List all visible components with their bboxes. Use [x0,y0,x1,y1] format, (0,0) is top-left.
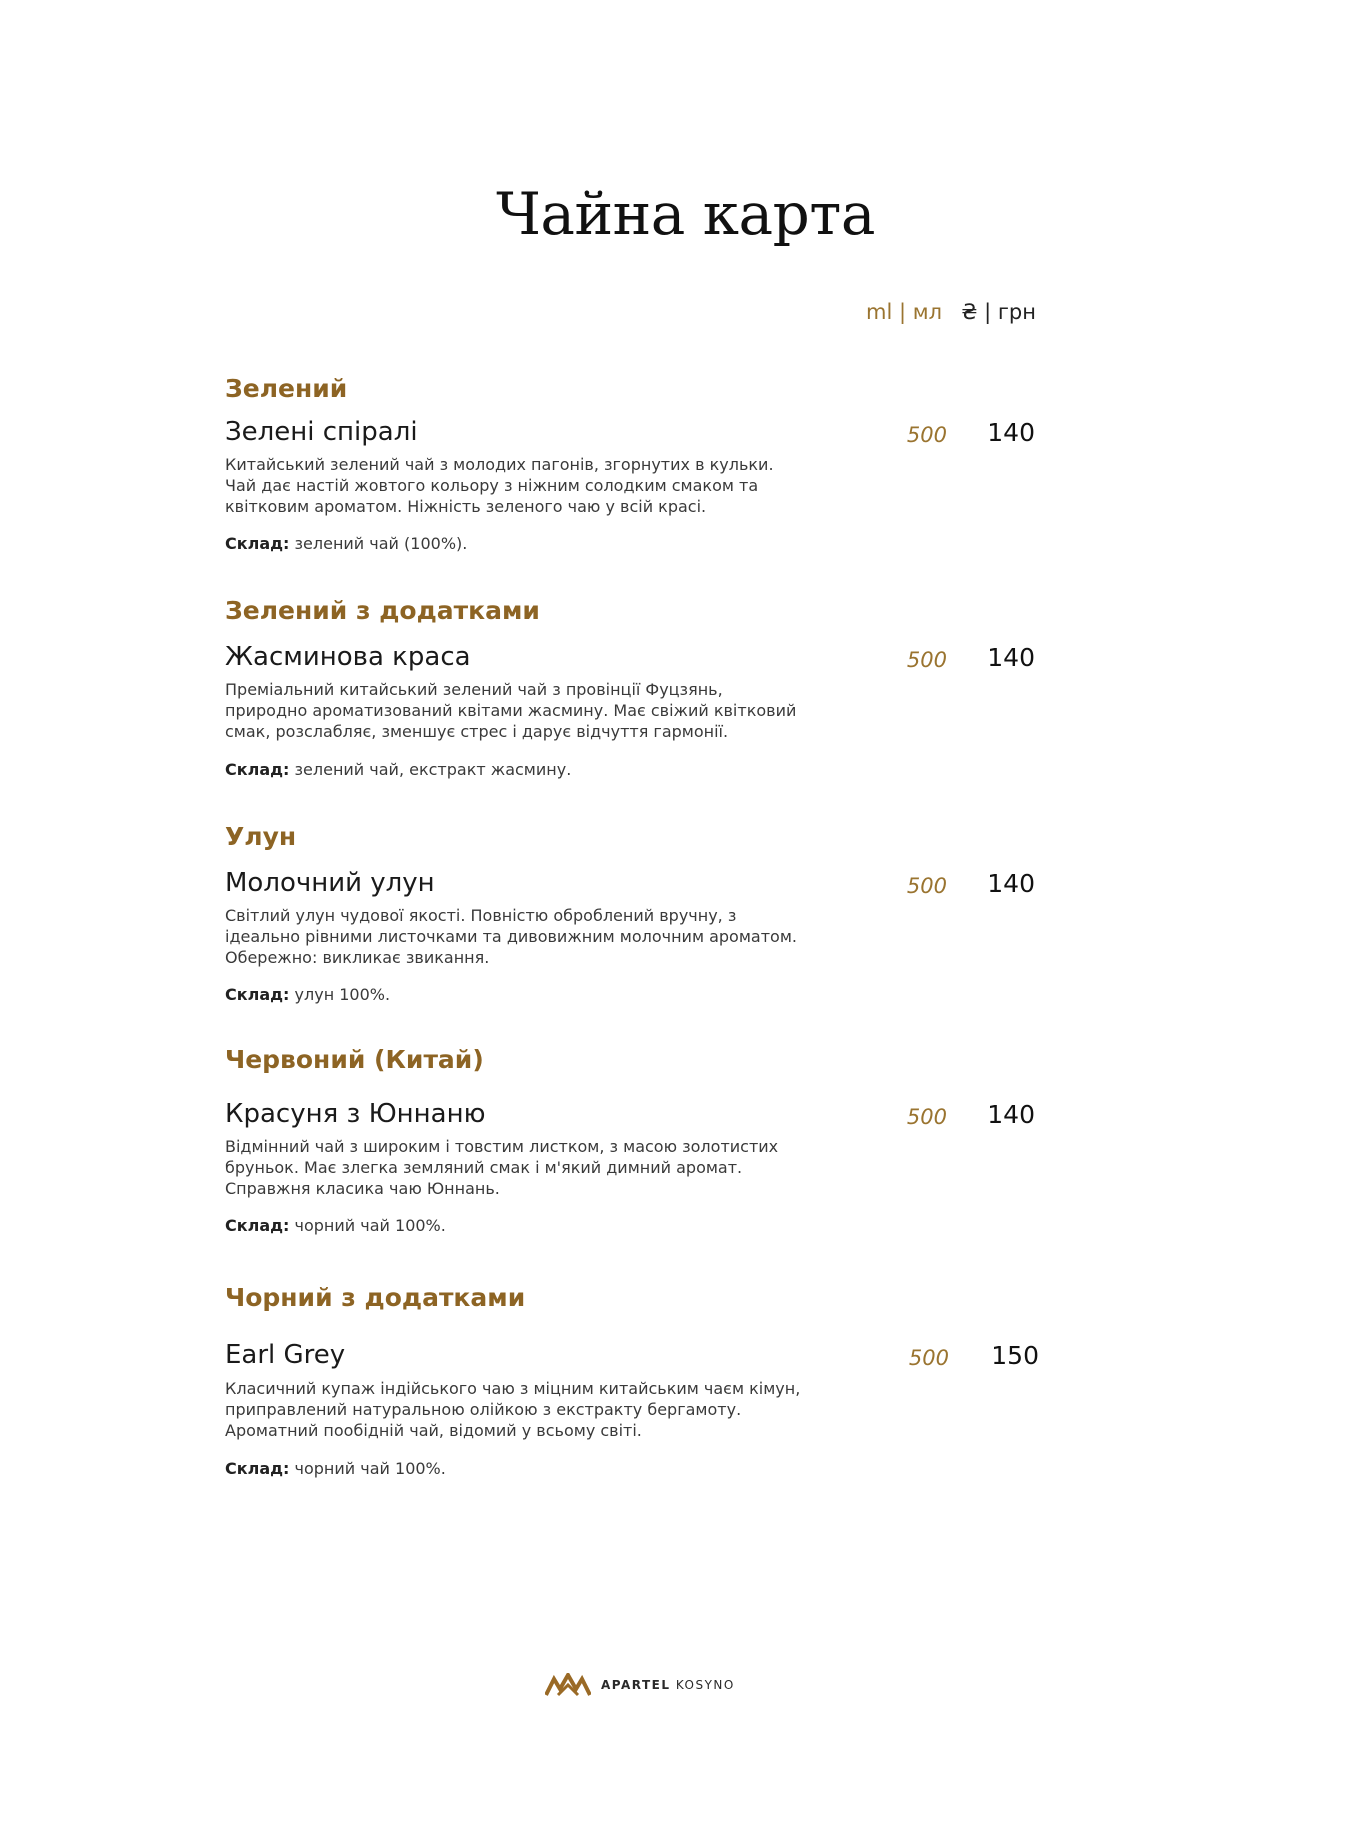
page-title: Чайна карта [496,180,875,248]
item-name: Жасминова краса [225,642,471,672]
item-description: Відмінний чай з широким і товстим листком, з масою золотистих бруньок. Має злегка земляний смак і м'який димний аромат. Справжня класика чаю Юннань. [225,1137,779,1198]
section-title: Зелений з додатками [225,596,540,625]
item-composition: Склад: зелений чай, екстракт жасмину. [225,760,572,779]
item-description: Світлий улун чудової якості. Повністю оброблений вручну, з ідеально рівними листочками та дивовижним молочним ароматом. Обережно: викликає звикання. [225,906,797,967]
section-title: Червоний (Китай) [225,1045,484,1074]
item-volume: 500 [906,1105,947,1129]
item-price: 140 [987,643,1035,672]
mountain-logo-icon [545,1673,591,1697]
item-description: Класичний купаж індійського чаю з міцним китайським чаєм кімун, приправлений натуральною олійкою з екстракту бергамоту. Ароматний пообідній чай, відомий у всьому світі. [225,1379,801,1440]
item-price: 140 [987,418,1035,447]
section-title: Чорний з додатками [225,1283,526,1312]
item-name: Зелені спіралі [225,417,418,447]
brand-logo [545,1670,735,1700]
item-composition: Склад: чорний чай 100%. [225,1459,446,1478]
item-composition: Склад: зелений чай (100%). [225,534,468,553]
item-volume: 500 [906,648,947,672]
item-name: Earl Grey [225,1340,346,1370]
item-volume: 500 [908,1346,949,1370]
section-title: Зелений [225,374,348,403]
price-unit-label: ₴ | грн [961,300,1036,324]
item-volume: 500 [906,423,947,447]
item-volume: 500 [906,874,947,898]
item-price: 140 [987,1100,1035,1129]
item-name: Молочний улун [225,868,435,898]
units-header [866,300,1046,330]
item-description: Китайський зелений чай з молодих пагонів, згорнутих в кульки. Чай дає настій жовтого кольору з ніжним солодким смаком та квітковим ароматом. Ніжність зеленого чаю у всій красі. [225,455,774,516]
item-composition: Склад: улун 100%. [225,985,391,1004]
volume-unit-label: ml | мл [866,300,942,324]
section-title: Улун [225,822,297,851]
item-price: 140 [987,869,1035,898]
item-composition: Склад: чорний чай 100%. [225,1216,446,1235]
item-name: Красуня з Юннаню [225,1099,486,1129]
brand-name: APARTEL KOSYNO [601,1678,735,1692]
item-description: Преміальний китайський зелений чай з провінції Фуцзянь, природно ароматизований квітами жасмину. Має свіжий квітковий смак, розслабляє, зменшує стрес і дарує відчуття гармонії. [225,680,797,741]
item-price: 150 [991,1341,1039,1370]
